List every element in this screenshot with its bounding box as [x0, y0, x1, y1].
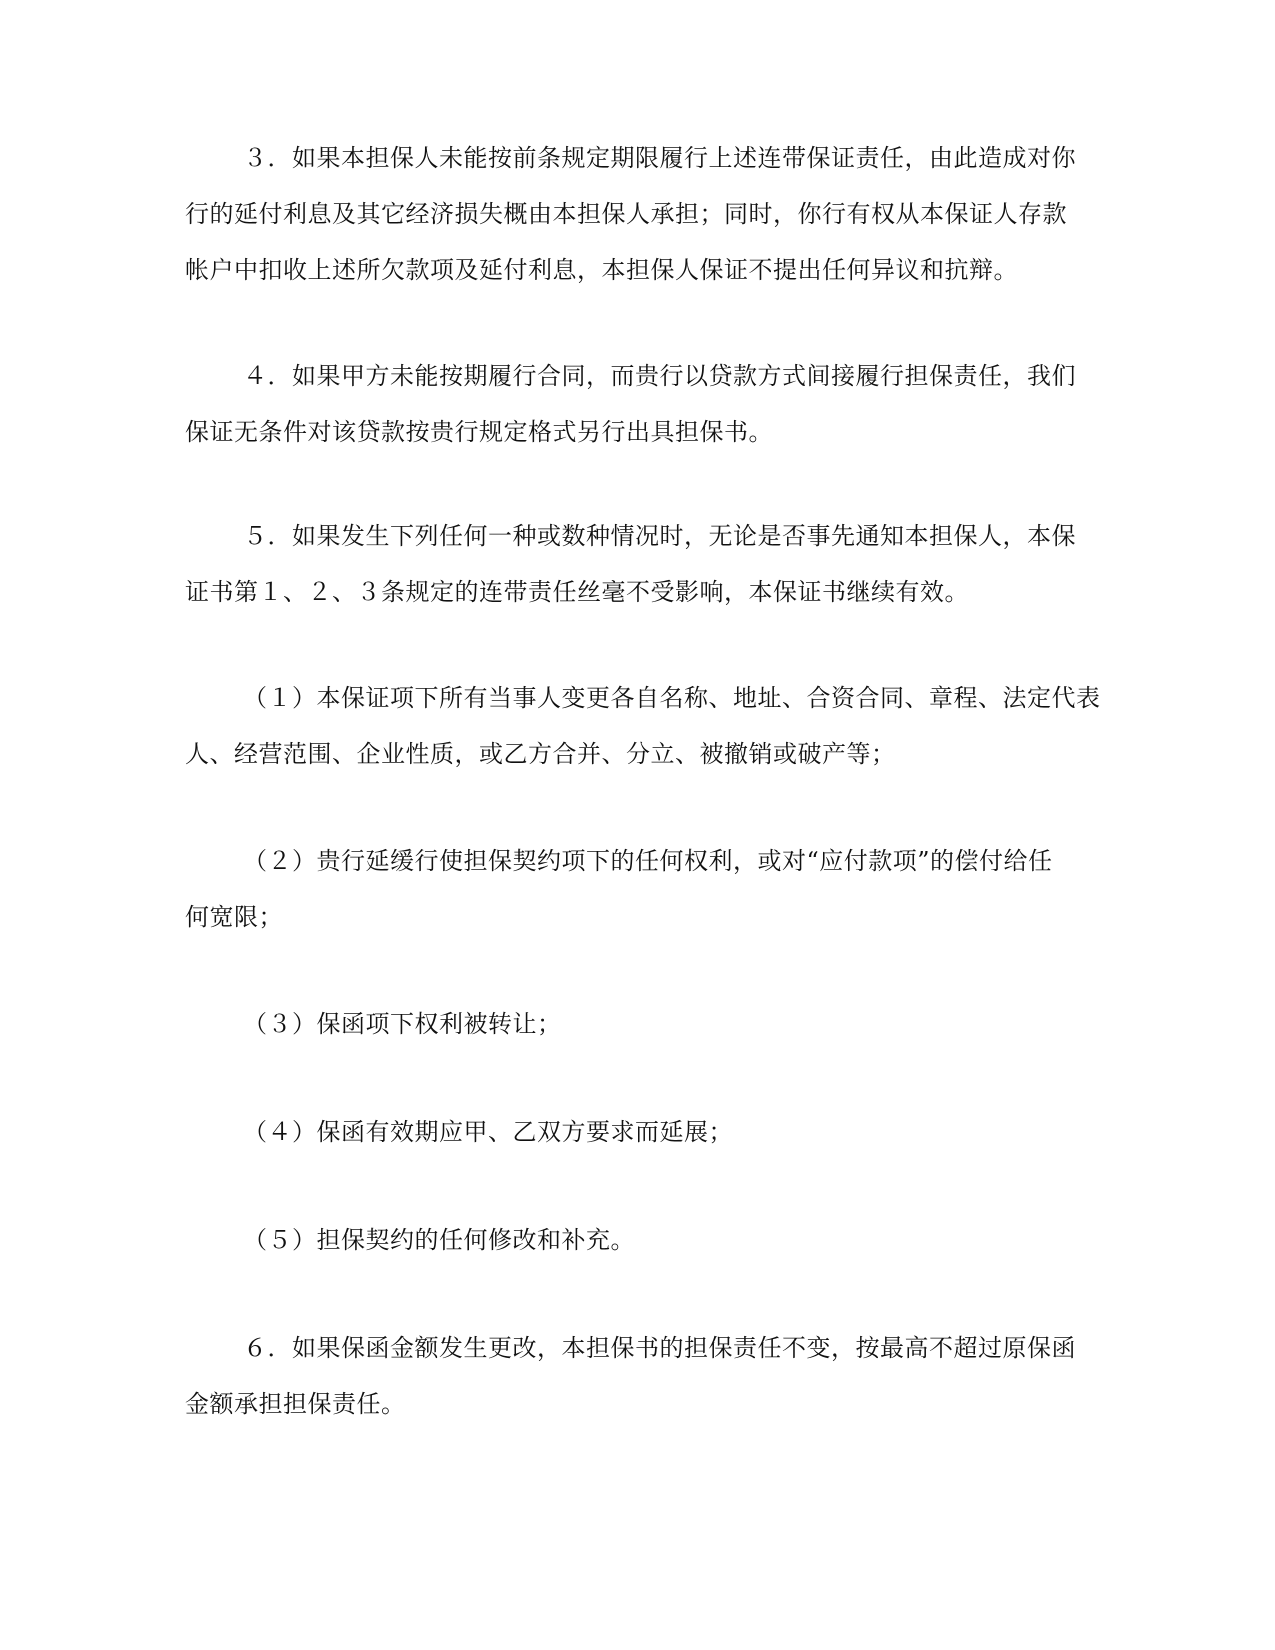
item-4-paragraph	[185, 1104, 1080, 1160]
text-line: 人、经营范围、企业性质，或乙方合并、分立、被撤销或破产等；	[185, 740, 896, 768]
text-line: 帐户中扣收上述所欠款项及延付利息，本担保人保证不提出任何异议和抗辩。	[185, 256, 1018, 284]
clause-5-paragraph	[185, 508, 1080, 620]
clause-3-paragraph	[185, 130, 1080, 298]
text-line: ６．如果保函金额发生更改，本担保书的担保责任不变，按最高不超过原保函	[243, 1334, 1076, 1362]
item-5-paragraph	[185, 1212, 1080, 1268]
text-line: ５．如果发生下列任何一种或数种情况时，无论是否事先通知本担保人，本保	[243, 522, 1076, 550]
clause-4-paragraph	[185, 348, 1080, 460]
text-line: 金额承担担保责任。	[185, 1390, 406, 1418]
item-2-paragraph	[185, 833, 1080, 945]
text-line: ４．如果甲方未能按期履行合同，而贵行以贷款方式间接履行担保责任，我们	[243, 362, 1076, 390]
text-line: （１）本保证项下所有当事人变更各自名称、地址、合资合同、章程、法定代表	[243, 684, 1101, 712]
text-line: （５）担保契约的任何修改和补充。	[243, 1226, 635, 1254]
text-line: （２）贵行延缓行使担保契约项下的任何权利，或对“应付款项”的偿付给任	[243, 847, 1053, 875]
clause-6-paragraph	[185, 1320, 1080, 1432]
text-line: （３）保函项下权利被转让；	[243, 1010, 562, 1038]
text-line: 保证无条件对该贷款按贵行规定格式另行出具担保书。	[185, 418, 773, 446]
text-line: 何宽限；	[185, 903, 283, 931]
item-3-paragraph	[185, 996, 1080, 1052]
text-line: （４）保函有效期应甲、乙双方要求而延展；	[243, 1118, 733, 1146]
item-1-paragraph	[185, 670, 1101, 782]
text-line: 行的延付利息及其它经济损失概由本担保人承担；同时，你行有权从本保证人存款	[185, 200, 1067, 228]
text-line: ３．如果本担保人未能按前条规定期限履行上述连带保证责任，由此造成对你	[243, 144, 1076, 172]
text-line: 证书第１、２、３条规定的连带责任丝毫不受影响，本保证书继续有效。	[185, 578, 969, 606]
